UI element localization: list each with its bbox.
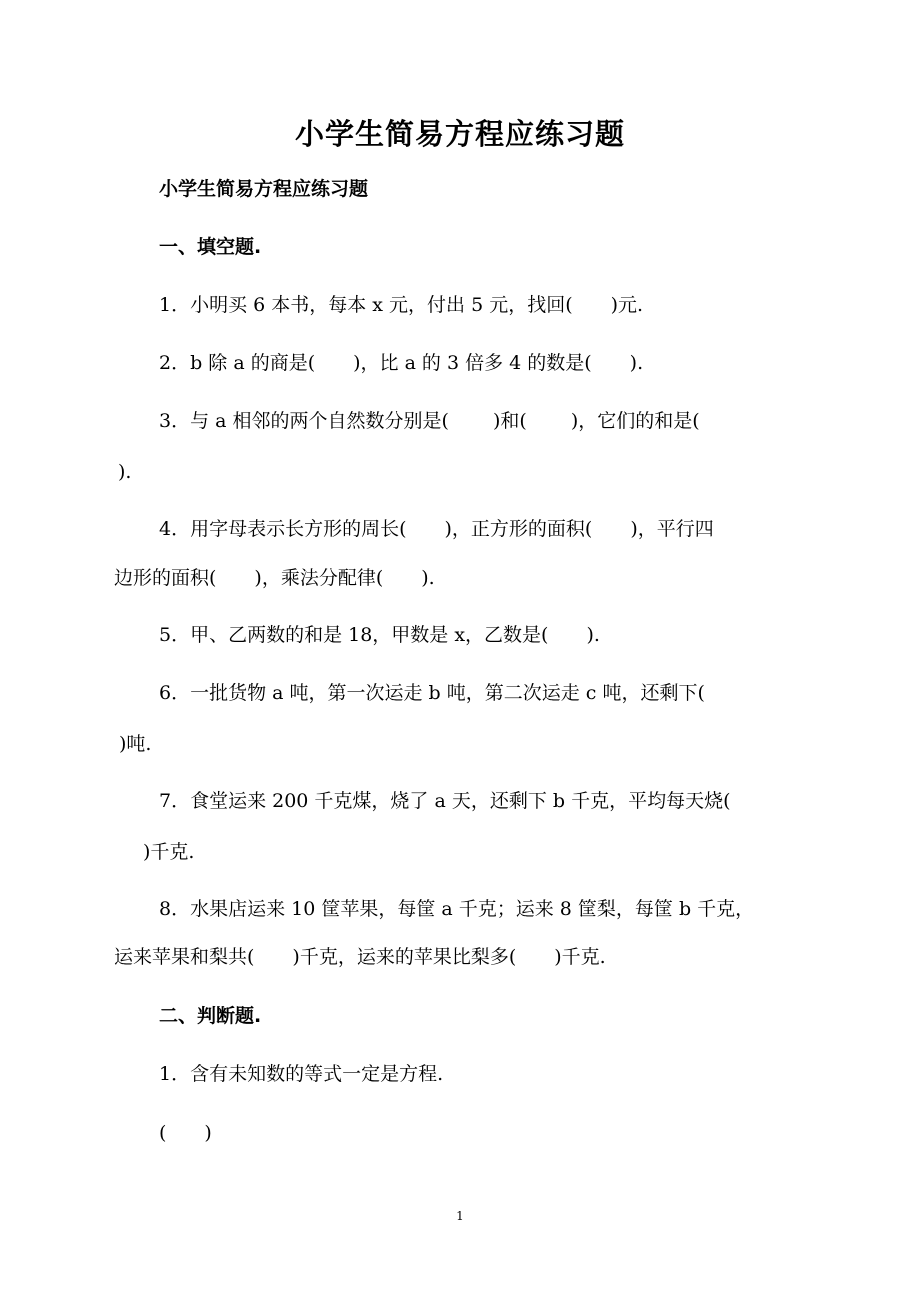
document-title: 小学生简易方程应练习题 [294,117,625,151]
question-7-line-1: 7．食堂运来 200 千克煤，烧了 a 天，还剩下 b 千克，平均每天烧( [159,790,731,812]
question-5-line-1: 5．甲、乙两数的和是 18，甲数是 x，乙数是( ). [159,624,600,646]
question-6-line-2: )吨. [119,733,152,755]
tf-answer-blank: ( ) [159,1122,212,1144]
question-3-line-2: ). [118,461,132,483]
document-subtitle: 小学生简易方程应练习题 [159,178,369,200]
question-6-line-1: 6．一批货物 a 吨，第一次运走 b 吨，第二次运走 c 吨，还剩下( [159,682,705,704]
question-7-line-2: )千克. [143,841,195,863]
question-3-line-1: 3．与 a 相邻的两个自然数分别是( )和( )，它们的和是( [159,410,700,432]
section-heading-true-false: 二、判断题. [159,1005,262,1027]
question-8-line-1: 8．水果店运来 10 筐苹果，每筐 a 千克；运来 8 筐梨，每筐 b 千克， [159,898,755,920]
question-2-line-1: 2．b 除 a 的商是( )，比 a 的 3 倍多 4 的数是( ). [159,352,644,374]
page-number: 1 [456,1209,464,1223]
question-4-line-1: 4．用字母表示长方形的周长( )，正方形的面积( )，平行四 [159,518,714,540]
question-8-line-2: 运来苹果和梨共( )千克，运来的苹果比梨多( )千克. [114,946,606,968]
section-heading-fill-in: 一、填空题. [159,236,262,258]
tf-question-1: 1．含有未知数的等式一定是方程. [159,1063,444,1085]
question-1-line-1: 1．小明买 6 本书，每本 x 元，付出 5 元，找回( )元. [159,294,644,316]
question-4-line-2: 边形的面积( )，乘法分配律( ). [114,567,435,589]
